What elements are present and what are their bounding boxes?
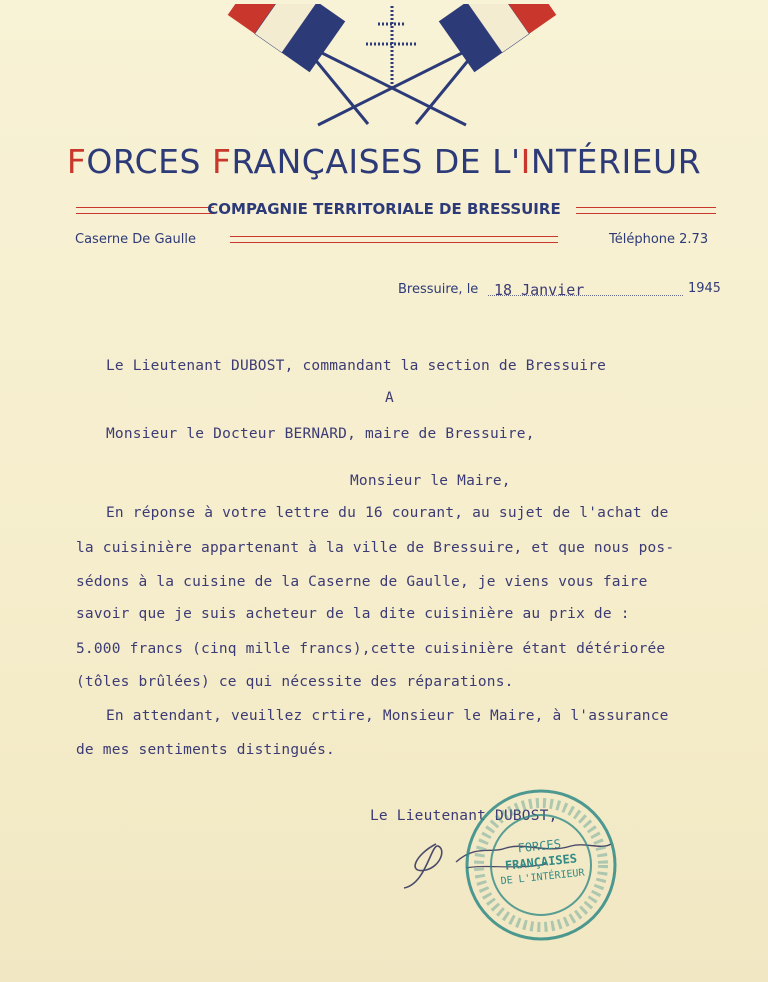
crossed-tricolour-flags-with-cross-of-lorraine-icon bbox=[220, 4, 564, 130]
year-typed: 5 bbox=[712, 281, 721, 296]
stamp-line: FORCES bbox=[517, 836, 562, 856]
paragraph-line: En attendant, veuillez crtire, Monsieur le Maire, à l'assurance bbox=[106, 708, 669, 724]
address-left: Caserne De Gaulle bbox=[75, 232, 196, 247]
paragraph-line: En réponse à votre lettre du 16 courant, au sujet de l'achat de bbox=[106, 505, 669, 521]
paragraph-line: (tôles brûlées) ce qui nécessite des réparations. bbox=[76, 674, 514, 690]
date-prefix: Bressuire, le bbox=[398, 282, 479, 297]
year bbox=[688, 281, 721, 296]
date-typed: 18 Janvier bbox=[494, 281, 585, 299]
paragraph-line: de mes sentiments distingués. bbox=[76, 742, 335, 758]
stamp-line: FRANÇAISES bbox=[504, 851, 578, 873]
telephone: Téléphone 2.73 bbox=[609, 232, 709, 247]
letterhead-subtitle: COMPAGNIE TERRITORIALE DE BRESSUIRE bbox=[207, 200, 561, 218]
paragraph-line: la cuisinière appartenant à la ville de Bressuire, et que nous pos- bbox=[76, 540, 675, 556]
paragraph-line: 5.000 francs (cinq mille francs),cette cuisinière étant détériorée bbox=[76, 641, 666, 657]
official-stamp bbox=[462, 786, 620, 944]
stamp-line: DE L'INTÉRIEUR bbox=[500, 867, 586, 888]
paragraph-line: sédons à la cuisine de la Caserne de Gaulle, je viens vous faire bbox=[76, 574, 648, 590]
closing-signature-line: Le Lieutenant DUBOST, bbox=[370, 808, 558, 824]
recipient-line: Monsieur le Docteur BERNARD, maire de Bressuire, bbox=[106, 426, 535, 442]
salutation: Monsieur le Maire, bbox=[350, 473, 511, 489]
subtitle-rule-right bbox=[576, 207, 716, 214]
to-line: A bbox=[385, 390, 394, 406]
sender-line: Le Lieutenant DUBOST, commandant la section de Bressuire bbox=[106, 358, 607, 374]
address-rule bbox=[230, 236, 558, 243]
paragraph-line: savoir que je suis acheteur de la dite cuisinière au prix de : bbox=[76, 606, 630, 622]
letterhead-title: FORCES FRANÇAISES DE L'INTÉRIEUR bbox=[66, 142, 702, 181]
year-printed: 194 bbox=[688, 281, 713, 296]
